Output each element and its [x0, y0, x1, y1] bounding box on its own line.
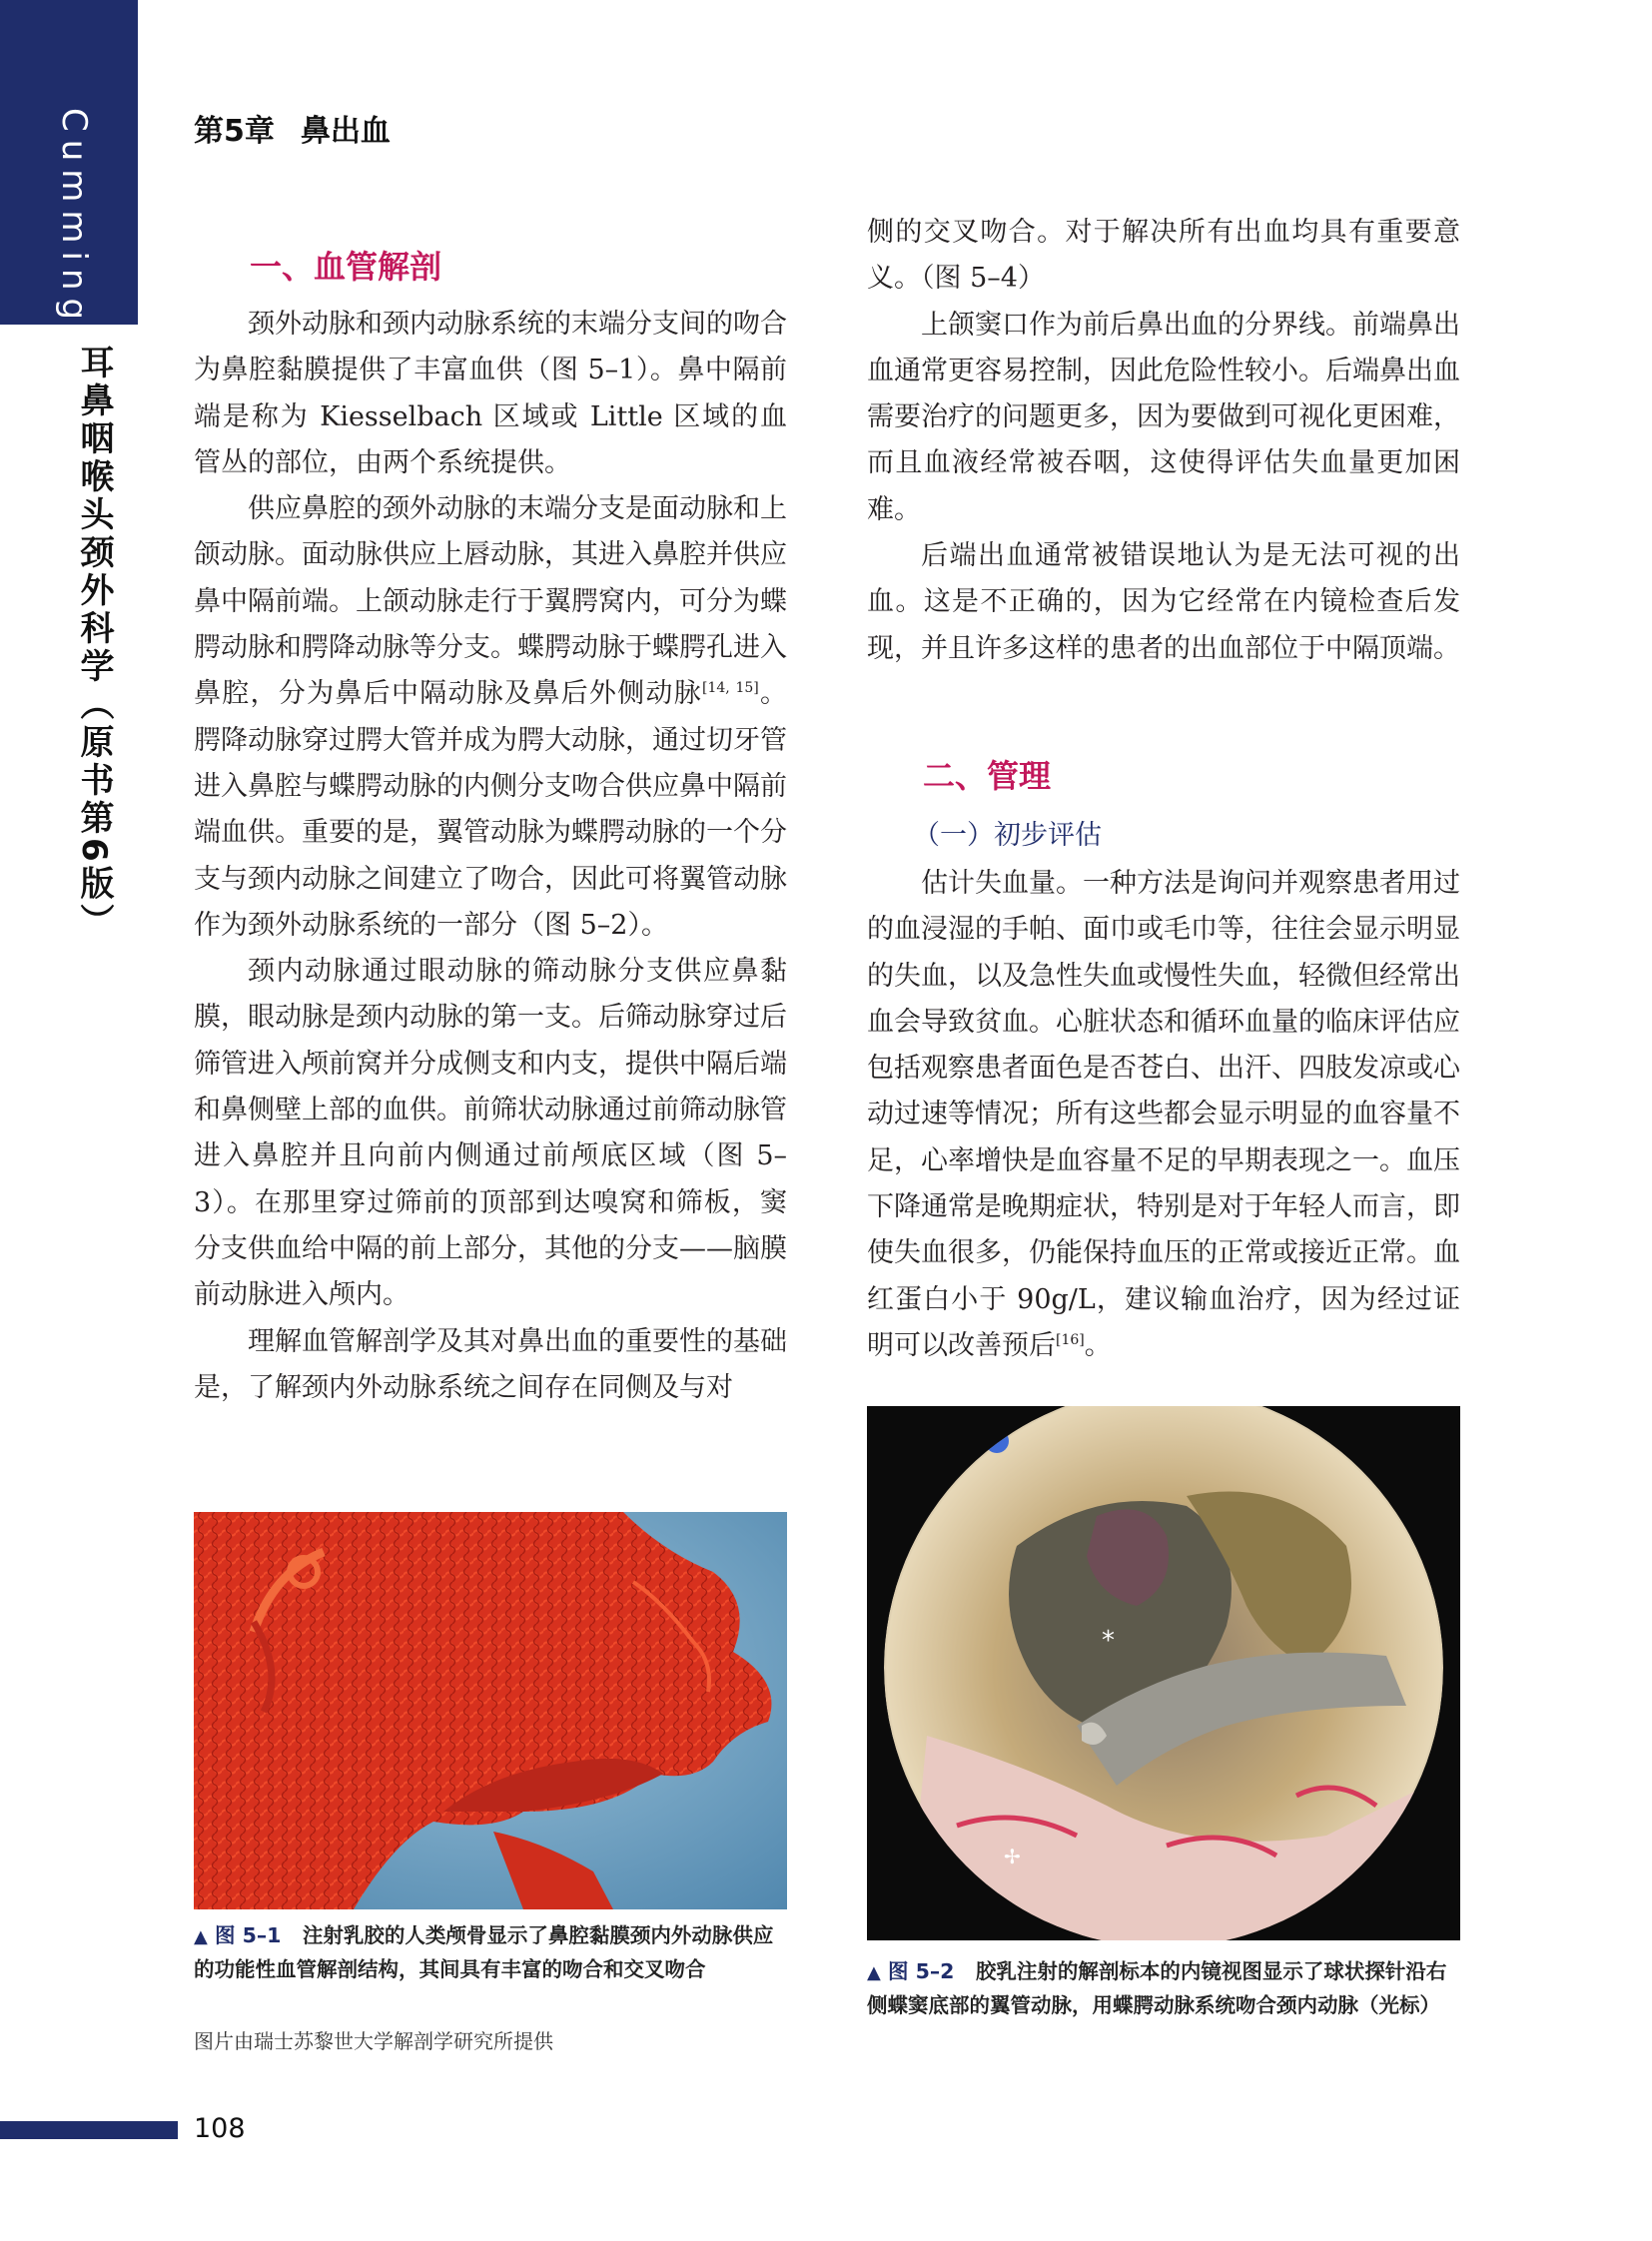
chapter-title: 鼻出血 [300, 114, 391, 149]
paragraph: 颈内动脉通过眼动脉的筛动脉分支供应鼻黏膜，眼动脉是颈内动脉的第一支。后筛动脉穿过后筛管进入颅前窝并分成侧支和内支，提供中隔后端和鼻侧壁上部的血供。前筛状动脉通过前筛动脉管进入鼻腔并且向前内侧通过前颅底区域（图 5–3）。在那里穿过筛前的顶部到达嗅窝和筛板，窦分支供血给中隔的前上部分，其他的分支——脑膜前动脉进入颅内。 [194, 956, 787, 1311]
right-column-section2 [867, 861, 1460, 1369]
chapter-number: 第5章 [194, 114, 275, 149]
chapter-header [194, 106, 391, 150]
paragraph: 估计失血量。一种方法是询问并观察患者用过的血浸湿的手帕、面巾或毛巾等，往往会显示明显的失血，以及急性失血或慢性失血，轻微但经常出血会导致贫血。心脏状态和循环血量的临床评估应包括观察患者面色是否苍白、出汗、四肢发凉或心动过速等情况；所有这些都会显示明显的血容量不足，心率增快是血容量不足的早期表现之一。血压下降通常是晚期症状，特别是对于年轻人而言，即使失血很多，仍能保持血压的正常或接近正常。血红蛋白小于 90g/L，建议输血治疗，因为经过证明可以改善预后[16]。 [867, 868, 1460, 1361]
triangle-marker-icon: ▲ [194, 1926, 208, 1947]
page-number: 108 [194, 2113, 246, 2144]
section-heading-vascular-anatomy: 一、血管解剖 [250, 248, 442, 286]
figure-5-2-label: 图 5–2 [887, 1959, 955, 1983]
paragraph: 颈外动脉和颈内动脉系统的末端分支间的吻合为鼻腔黏膜提供了丰富血供（图 5–1）。鼻中隔前端是称为 Kiesselbach 区域或 Little 区域的血管丛的部位，由两个系统提供。 [194, 309, 787, 478]
paragraph: 理解血管解剖学及其对鼻出血的重要性的基础是，了解颈内外动脉系统之间存在同侧及与对 [194, 1325, 787, 1403]
figure-5-2-cursor-mark: ✢ [1004, 1845, 1021, 1868]
figure-5-1-label: 图 5–1 [214, 1923, 282, 1947]
triangle-marker-icon: ▲ [867, 1962, 881, 1983]
paragraph-continued: 侧的交叉吻合。对于解决所有出血均具有重要意义。（图 5–4） [867, 217, 1460, 295]
endoscopic-view-illustration [867, 1406, 1460, 1940]
citation: [14, 15] [702, 680, 759, 697]
figure-5-2-image [867, 1406, 1460, 1940]
folio-bar [0, 2121, 178, 2139]
sidebar-book-title: 耳鼻咽喉头颈外科学（原书第6版） [74, 345, 114, 942]
figure-5-2-caption-text: 胶乳注射的解剖标本的内镜视图显示了球状探针沿右侧蝶窦底部的翼管动脉，用蝶腭动脉系统吻合颈内动脉（光标） [867, 1959, 1447, 2017]
figure-5-1-credit: 图片由瑞士苏黎世大学解剖学研究所提供 [194, 2029, 553, 2053]
figure-5-1-caption-text: 注射乳胶的人类颅骨显示了鼻腔黏膜颈内外动脉供应的功能性血管解剖结构，其间具有丰富的吻合和交叉吻合 [194, 1923, 774, 1981]
figure-5-1-image [194, 1512, 787, 1909]
latex-skull-illustration [194, 1512, 787, 1909]
right-column [867, 210, 1460, 672]
paragraph: 上颌窦口作为前后鼻出血的分界线。前端鼻出血通常更容易控制，因此危险性较小。后端鼻出血需要治疗的问题更多，因为要做到可视化更困难，而且血液经常被吞咽，这使得评估失血量更加困难。 [867, 309, 1460, 525]
paragraph: 供应鼻腔的颈外动脉的末端分支是面动脉和上颌动脉。面动脉供应上唇动脉，其进入鼻腔并供应鼻中隔前端。上颌动脉走行于翼腭窝内，可分为蝶腭动脉和腭降动脉等分支。蝶腭动脉于蝶腭孔进入鼻腔，分为鼻后中隔动脉及鼻后外侧动脉[14, 15]。腭降动脉穿过腭大管并成为腭大动脉，通过切牙管进入鼻腔与蝶腭动脉的内侧分支吻合供应鼻中隔前端血供。重要的是，翼管动脉为蝶腭动脉的一个分支与颈内动脉之间建立了吻合，因此可将翼管动脉作为颈外动脉系统的一部分（图 5–2）。 [194, 493, 788, 941]
section-heading-management: 二、管理 [923, 757, 1052, 795]
figure-5-2-caption [867, 1955, 1466, 2022]
figure-5-2-asterisk: * [1102, 1626, 1115, 1656]
figure-5-1-caption [194, 1919, 793, 1986]
citation: [16] [1056, 1331, 1085, 1348]
sidebar-brand: Cummings [54, 108, 94, 354]
left-column [194, 302, 787, 1411]
paragraph: 后端出血通常被错误地认为是无法可视的出血。这是不正确的，因为它经常在内镜检查后发现，并且许多这样的患者的出血部位于中隔顶端。 [867, 540, 1460, 664]
subsection-heading-initial-assessment: （一）初步评估 [913, 820, 1102, 851]
